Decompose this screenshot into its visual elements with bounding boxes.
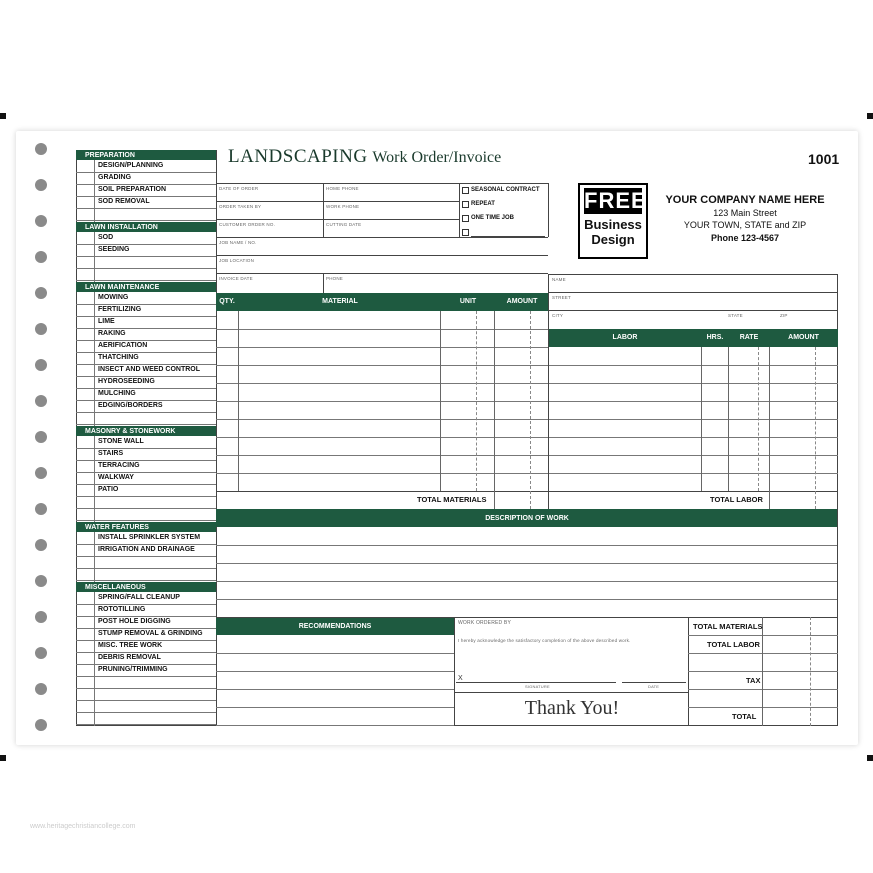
zip-label: ZIP: [780, 313, 788, 318]
grid-line: [216, 437, 549, 438]
footer-watermark: www.heritagechristiancollege.com: [30, 823, 136, 830]
service-item: LIME: [98, 318, 115, 325]
qty-header: QTY.: [219, 298, 235, 305]
band-corner-mark: [867, 755, 873, 761]
hrs-header: HRS.: [706, 334, 724, 341]
service-item: DESIGN/PLANNING: [98, 162, 164, 169]
amount-header: AMOUNT: [506, 298, 538, 305]
pin-hole: [35, 143, 47, 155]
totals-col: [762, 617, 763, 726]
service-item: MULCHING: [98, 390, 136, 397]
form-title-main: LANDSCAPING: [228, 146, 368, 167]
section-header: MISCELLANEOUS: [76, 582, 216, 592]
pin-hole: [35, 323, 47, 335]
pin-hole: [35, 647, 47, 659]
grid-line: [216, 383, 549, 384]
service-item: STAIRS: [98, 450, 124, 457]
labor-header: LABOR: [612, 334, 638, 341]
grid-line: [216, 455, 549, 456]
band-corner-mark: [867, 113, 873, 119]
description-line: [216, 545, 838, 546]
grid-line: [549, 491, 838, 492]
section-header: PREPARATION: [76, 150, 216, 160]
totals-line: [688, 671, 838, 672]
one-time-job-checkbox[interactable]: [462, 215, 469, 222]
company-address: 123 Main Street: [713, 207, 777, 218]
service-item: GRADING: [98, 174, 132, 181]
job-location-label: JOB LOCATION: [219, 258, 255, 263]
order-taken-by-label: ORDER TAKEN BY: [219, 204, 262, 209]
row-line: [76, 724, 216, 725]
grid-line: [549, 383, 838, 384]
pin-hole: [35, 287, 47, 299]
pin-hole: [35, 503, 47, 515]
service-item: INSECT AND WEED CONTROL: [98, 366, 201, 373]
grid-line: [549, 401, 838, 402]
row-line: [76, 388, 216, 389]
service-item: MISC. TREE WORK: [98, 642, 163, 649]
business-logo: [578, 183, 648, 259]
totals-line: [688, 635, 838, 636]
totals-line: [688, 707, 838, 708]
grid-col: [701, 347, 702, 491]
grid-col: [494, 311, 495, 491]
date-caption: DATE: [648, 684, 660, 689]
recommendation-line: [216, 653, 454, 654]
totals-line: [688, 653, 838, 654]
logo-free: FREE: [584, 188, 647, 213]
grid-line: [216, 365, 549, 366]
date-of-order-label: DATE OF ORDER: [219, 186, 259, 191]
grid-dash: [530, 311, 531, 509]
row-line: [76, 280, 216, 281]
service-item: INSTALL SPRINKLER SYSTEM: [98, 534, 201, 541]
totals-total-label: TOTAL: [732, 712, 757, 721]
service-item: MOWING: [98, 294, 129, 301]
name-label: NAME: [552, 277, 566, 282]
service-item: THATCHING: [98, 354, 139, 361]
city-label: CITY: [552, 313, 564, 318]
pin-hole: [35, 359, 47, 371]
form-number: 1001: [808, 151, 840, 167]
service-item: IRRIGATION AND DRAINAGE: [98, 546, 195, 553]
row-line: [76, 244, 216, 245]
row-line: [76, 268, 216, 269]
grid-line: [216, 419, 549, 420]
total-labor-label: TOTAL LABOR: [710, 495, 763, 504]
row-line: [76, 256, 216, 257]
description-header: DESCRIPTION OF WORK: [216, 509, 838, 527]
service-item: ROTOTILLING: [98, 606, 146, 613]
row-line: [76, 508, 216, 509]
pin-hole: [35, 395, 47, 407]
description-line: [216, 581, 838, 582]
row-line: [76, 700, 216, 701]
service-item: SOD: [98, 234, 114, 241]
section-header: LAWN INSTALLATION: [76, 222, 216, 232]
company-city: YOUR TOWN, STATE and ZIP: [683, 220, 807, 230]
pin-hole: [35, 683, 47, 695]
date-line[interactable]: [622, 682, 686, 683]
phone-label: PHONE: [326, 276, 344, 281]
grid-line: [549, 455, 838, 456]
grid-col: [728, 347, 729, 491]
recommendation-line: [216, 689, 454, 690]
seasonal-contract-label: SEASONAL CONTRACT: [471, 187, 540, 193]
rate-header: RATE: [739, 334, 759, 341]
row-line: [76, 604, 216, 605]
totals-tax-label: TAX: [746, 676, 761, 685]
grid-col: [440, 311, 441, 491]
service-item: EDGING/BORDERS: [98, 402, 163, 409]
service-item: STONE WALL: [98, 438, 144, 445]
unit-header: UNIT: [459, 298, 477, 305]
totals-labor-label: TOTAL LABOR: [707, 640, 760, 649]
row-line: [76, 352, 216, 353]
grid-dash: [758, 347, 759, 491]
section-header: WATER FEATURES: [76, 522, 216, 532]
pin-hole: [35, 431, 47, 443]
logo-design: Design: [591, 232, 635, 247]
repeat-label: REPEAT: [471, 201, 495, 207]
company-phone: Phone 123-4567: [710, 232, 780, 243]
recommendation-line: [216, 671, 454, 672]
street-label: STREET: [552, 295, 571, 300]
row-line: [76, 496, 216, 497]
row-line: [76, 676, 216, 677]
other-line: [471, 236, 545, 237]
service-item: HYDROSEEDING: [98, 378, 155, 385]
check-column-line: [94, 160, 95, 222]
job-name-label: JOB NAME / NO.: [219, 240, 257, 245]
service-item: PATIO: [98, 486, 119, 493]
row-line: [76, 472, 216, 473]
grid-line: [549, 419, 838, 420]
form-title-sub: Work Order/Invoice: [372, 149, 502, 166]
customer-order-no-label: CUSTOMER ORDER NO.: [219, 222, 276, 227]
grid-col: [769, 491, 770, 509]
service-item: TERRACING: [98, 462, 140, 469]
description-line: [216, 599, 838, 600]
grid-line: [216, 491, 549, 492]
recommendations-header: RECOMMENDATIONS: [216, 617, 454, 635]
service-item: SEEDING: [98, 246, 130, 253]
cutting-date-label: CUTTING DATE: [326, 222, 362, 227]
section-header: MASONRY & STONEWORK: [76, 426, 216, 436]
pin-hole: [35, 179, 47, 191]
row-line: [76, 172, 216, 173]
grid-line: [216, 401, 549, 402]
service-item: RAKING: [98, 330, 126, 337]
row-line: [76, 424, 216, 425]
check-column-line: [94, 232, 95, 282]
service-item: AERIFICATION: [98, 342, 148, 349]
section-header: LAWN MAINTENANCE: [76, 282, 216, 292]
row-line: [76, 316, 216, 317]
row-line: [76, 484, 216, 485]
service-item: STUMP REMOVAL & GRINDING: [98, 630, 203, 637]
grid-line: [549, 473, 838, 474]
signature-caption: SIGNATURE: [525, 684, 550, 689]
service-item: WALKWAY: [98, 474, 134, 481]
row-line: [76, 460, 216, 461]
totals-line: [688, 689, 838, 690]
total-materials-label: TOTAL MATERIALS: [417, 495, 487, 504]
pin-hole: [35, 539, 47, 551]
company-name: YOUR COMPANY NAME HERE: [665, 194, 825, 206]
grid-line: [216, 329, 549, 330]
grid-line: [549, 437, 838, 438]
repeat-checkbox[interactable]: [462, 201, 469, 208]
form-title: [228, 146, 501, 168]
service-item: PRUNING/TRIMMING: [98, 666, 168, 673]
other-checkbox[interactable]: [462, 229, 469, 236]
row-line: [76, 520, 216, 521]
invoice-date-label: INVOICE DATE: [219, 276, 253, 281]
grid-dash: [815, 347, 816, 509]
work-ordered-by-label: WORK ORDERED BY: [458, 620, 512, 626]
home-phone-label: HOME PHONE: [326, 186, 359, 191]
row-line: [76, 328, 216, 329]
signature-x: X: [458, 675, 463, 682]
pin-hole: [35, 611, 47, 623]
service-item: POST HOLE DIGGING: [98, 618, 171, 625]
service-item: SOIL PREPARATION: [98, 186, 167, 193]
pin-hole: [35, 719, 47, 731]
band-corner-mark: [0, 113, 6, 119]
row-line: [76, 580, 216, 581]
grid-col: [494, 491, 495, 509]
row-line: [76, 712, 216, 713]
grid-line: [216, 473, 549, 474]
row-line: [76, 448, 216, 449]
service-item: SPRING/FALL CLEANUP: [98, 594, 180, 601]
totals-dash: [810, 617, 811, 726]
band-corner-mark: [0, 755, 6, 761]
row-line: [76, 412, 216, 413]
labor-amount-header: AMOUNT: [788, 334, 819, 341]
work-phone-label: WORK PHONE: [326, 204, 360, 209]
seasonal-contract-checkbox[interactable]: [462, 187, 469, 194]
recommendation-line: [216, 725, 454, 726]
material-header: MATERIAL: [322, 298, 358, 305]
grid-col: [238, 311, 239, 491]
check-column-line: [94, 592, 95, 726]
pin-hole: [35, 467, 47, 479]
grid-dash: [476, 311, 477, 491]
grid-col: [769, 347, 770, 491]
logo-business: Business: [584, 217, 642, 232]
row-line: [76, 568, 216, 569]
company-info: [650, 194, 840, 244]
grid-line: [549, 365, 838, 366]
row-line: [76, 208, 216, 209]
pin-hole: [35, 215, 47, 227]
row-line: [76, 304, 216, 305]
service-item: DEBRIS REMOVAL: [98, 654, 161, 661]
totals-materials-label: TOTAL MATERIALS: [693, 622, 763, 631]
check-column-line: [94, 292, 95, 426]
row-line: [76, 688, 216, 689]
service-item: FERTILIZING: [98, 306, 142, 313]
check-column-line: [94, 532, 95, 582]
one-time-job-label: ONE TIME JOB: [471, 215, 515, 221]
acknowledge-text: I hereby acknowledge the satisfactory completion of the above described work.: [458, 638, 631, 643]
service-item: SOD REMOVAL: [98, 198, 150, 205]
description-line: [216, 563, 838, 564]
check-column-line: [94, 436, 95, 522]
pin-hole: [35, 575, 47, 587]
state-label: STATE: [728, 313, 743, 318]
signature-line[interactable]: [456, 682, 616, 683]
grid-line: [216, 347, 549, 348]
pin-hole: [35, 251, 47, 263]
thank-you: Thank You!: [524, 697, 620, 719]
row-line: [76, 220, 216, 221]
recommendation-line: [216, 707, 454, 708]
row-line: [76, 556, 216, 557]
